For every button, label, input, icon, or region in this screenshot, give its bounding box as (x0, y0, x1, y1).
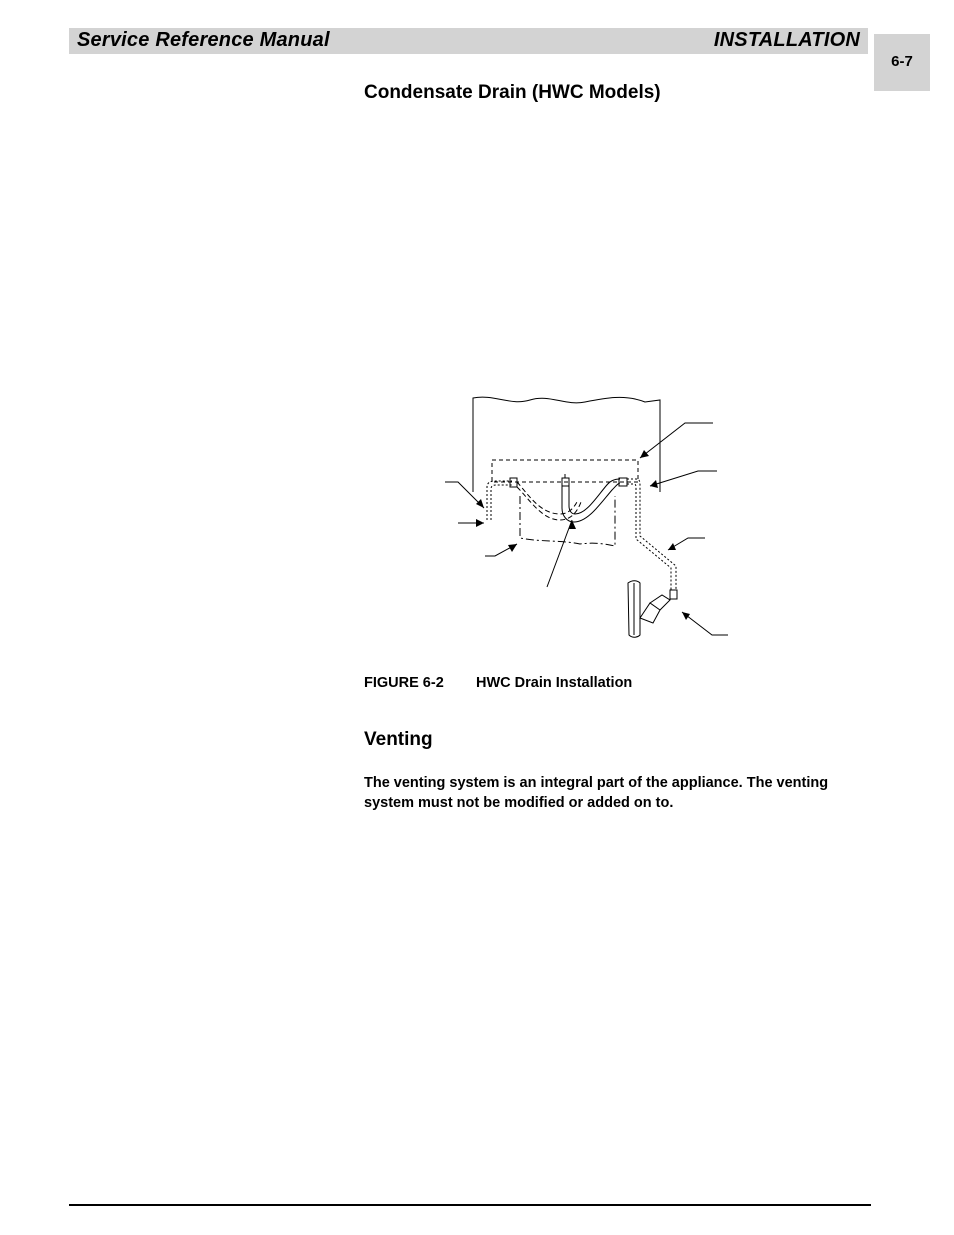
arrowhead-right-fitting (650, 480, 658, 488)
figure-label: FIGURE 6-2 (364, 675, 444, 691)
page-number-tab: 6-7 (874, 34, 930, 91)
hose-connector (640, 603, 660, 623)
arrowhead-connector (682, 612, 690, 620)
arrowhead-drain-pan (640, 450, 649, 458)
u-trap (562, 482, 620, 522)
manual-title: Service Reference Manual (77, 29, 330, 51)
figure-caption-text: HWC Drain Installation (476, 675, 633, 691)
header-bar (69, 28, 868, 54)
section-title-condensate-drain: Condensate Drain (HWC Models) (364, 82, 661, 103)
arrowhead-left-inlet (476, 519, 484, 527)
figure-caption (364, 675, 632, 691)
chapter-title: INSTALLATION (713, 29, 860, 51)
drain-pan-outline (492, 460, 638, 482)
section-title-venting: Venting (364, 729, 433, 750)
right-drain-hose (627, 479, 676, 590)
arrowhead-left-tube (476, 499, 484, 508)
venting-paragraph: The venting system is an integral part of the appliance. The venting system must not be modified or added on to. (364, 775, 829, 811)
leader-line-u-trap (547, 520, 572, 587)
hwc-drain-diagram (440, 390, 740, 645)
footer-rule (69, 1204, 871, 1206)
leader-line-drain-pan (640, 423, 713, 458)
